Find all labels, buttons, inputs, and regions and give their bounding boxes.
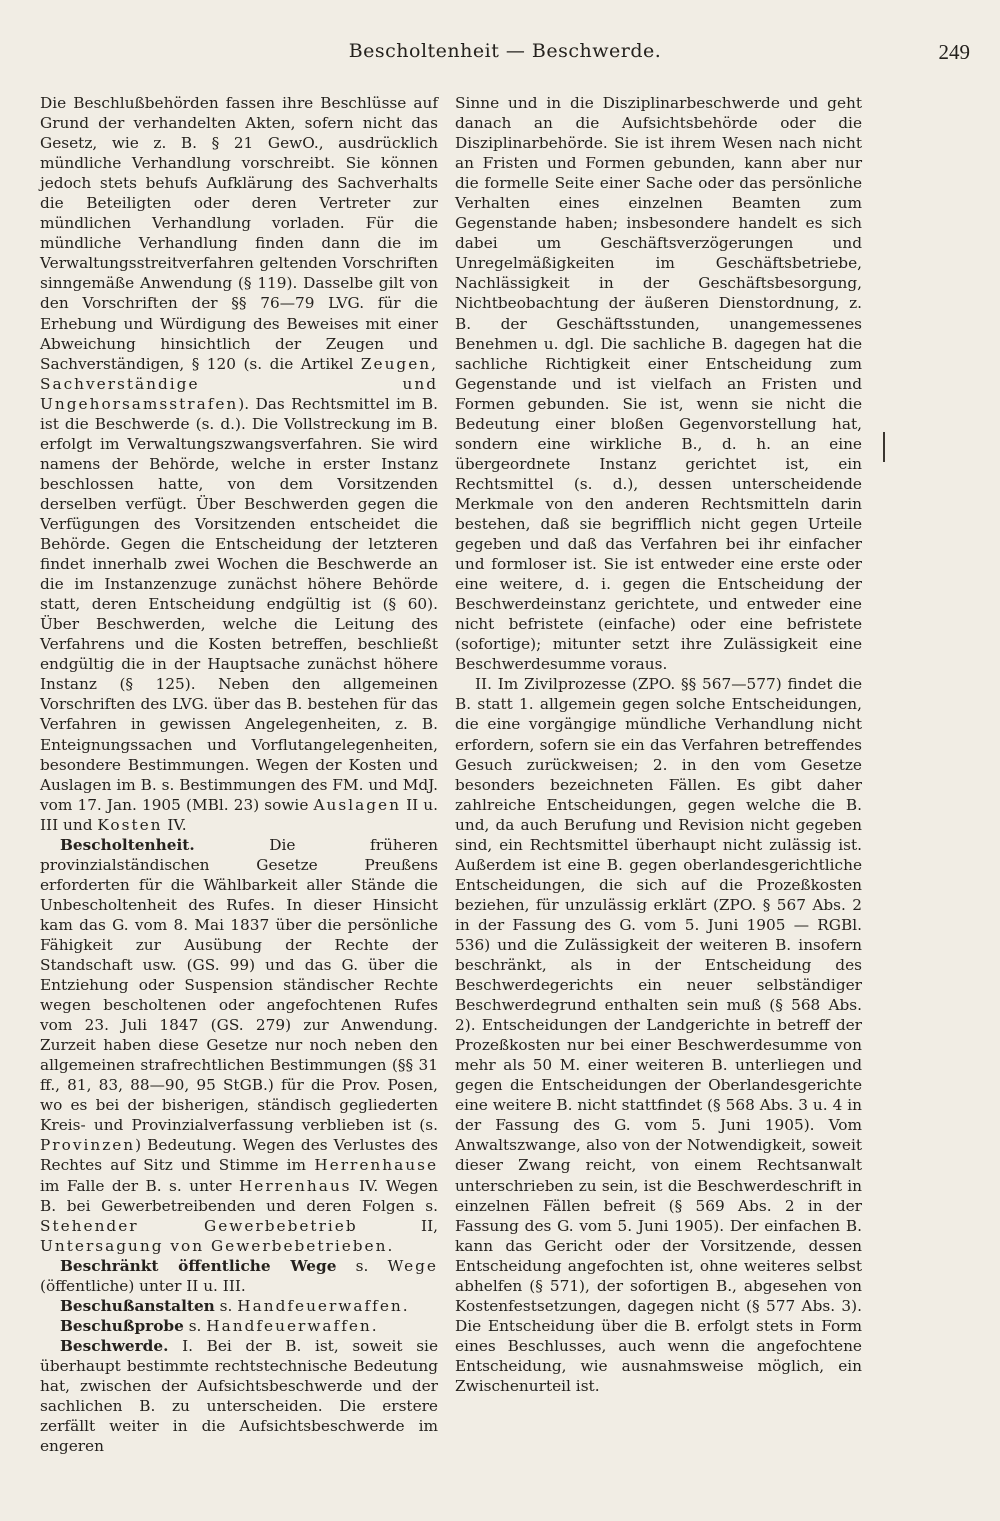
running-head [40,40,970,74]
paragraph-text: . [387,1236,393,1255]
cross-reference: Auslagen [313,795,401,814]
cross-reference: Kosten [97,815,163,834]
paragraph-text: s. [214,1296,233,1315]
paragraph-text: . [371,1316,377,1335]
paragraph-text: I. Bei der B. ist, soweit sie überhaupt bestimmte rechtstechnische Bedeutung hat, zwischen der Aufsichtsbeschwerde und der sachlichen B. zu unterscheiden. Die erstere zerfällt weiter in die Aufsichtsbeschwerde im engeren [40,1336,438,1456]
paragraph-text: im Falle der B. s. unter [40,1176,232,1195]
paragraph-beschlussverfahren [40,93,438,835]
paragraph-text: s. [336,1256,369,1275]
entry-beschwerde [40,1336,438,1456]
cross-reference: Zeugen, Sachverständige und Ungehorsamsstrafen [40,354,438,413]
cross-reference: Handfeuerwaffen [206,1316,372,1335]
entry-headword: Beschußanstalten [60,1296,215,1315]
paragraph-text: (öffentliche) unter II u. III. [40,1276,246,1295]
entry-bescholtenheit [40,835,438,1256]
left-column [40,93,438,1456]
page-number: 249 [938,40,970,64]
paragraph-text: ) Bedeutung. Wegen des Verlustes des Rechtes auf Sitz und Stimme im [40,1136,438,1175]
paragraph-text: IV. [162,815,187,834]
cross-reference: Herrenhause [314,1156,438,1175]
paragraph-text: II, [357,1216,439,1235]
cross-reference: Stehender Gewerbebetrieb [40,1216,358,1235]
cross-reference: Wege [387,1256,438,1275]
entry-beschussprobe [40,1316,438,1336]
paragraph-text: . [402,1296,408,1315]
paragraph-beschwerde-continued: Sinne und in die Disziplinarbeschwerde und geht danach an die Aufsichtsbehörde oder die Disziplinarbehörde. Sie ist ihrem Wesen nach nicht an Fristen und Formen gebunden, kann aber nur die formelle Seite einer Sache oder das persönliche Verhalten eines einzelnen Beamten zum Gegenstande haben; insbesondere handelt es sich dabei um Geschäftsverzögerungen und Unregelmäßigkeiten im Geschäftsbetriebe, Nachlässigkeit in der Geschäftsbesorgung, Nichtbeobachtung der äußeren Dienstordnung, z. B. der Geschäftsstunden, unangemessenes Benehmen u. dgl. Die sachliche B. dagegen hat die sachliche Richtigkeit einer Entscheidung zum Gegenstande und ist vielfach an Fristen und Formen gebunden. Sie ist, wenn sie nicht die Bedeutung einer bloßen Gegenvorstellung hat, sondern eine wirkliche B., d. h. an eine übergeordnete Instanz gerichtet ist, ein Rechtsmittel (s. d.), dessen unterscheidende Merkmale von den anderen Rechtsmitteln darin bestehen, daß sie begrifflich nicht gegen Urteile gegeben und daß das Verfahren bei ihr einfacher und formloser ist. Sie ist entweder eine erste oder eine weitere, d. i. gegen die Entscheidung der Beschwerdeinstanz gerichtete, und entweder eine nicht befristete (einfache) oder eine befristete (sofortige); mitunter setzt ihre Zulässigkeit eine Beschwerdesumme voraus. [455,94,862,674]
entry-headword: Beschußprobe [60,1316,184,1335]
paragraph-text: Die Beschlußbehörden fassen ihre Beschlüsse auf Grund der verhandelten Akten, sofern nicht das Gesetz, wie z. B. § 21 GewO., ausdrücklich mündliche Verhandlung vorschreibt. Sie können jedoch stets behufs Aufklärung des Sachverhalts die Beteiligten oder deren Vertreter zur mündlichen Verhandlung vorladen. Für die mündliche Verhandlung finden dann die im Verwaltungsstreitverfahren geltenden Vorschriften sinngemäße Anwendung (§ 119). Dasselbe gilt von den Vorschriften der §§ 76—79 LVG. für die Erhebung und Würdigung des Beweises mit einer Abweichung hinsichtlich der Zeugen und Sachverständigen, § 120 (s. die Artikel [40,94,438,373]
paragraph-text: Die früheren provinzialständischen Gesetze Preußens erforderten für die Wählbarkeit aller Stände die Unbescholtenheit des Rufes. In dieser Hinsicht kam das G. vom 8. Mai 1837 über die persönliche Fähigkeit zur Ausübung der Rechte der Standschaft usw. (GS. 99) und das G. über die Entziehung oder Suspension ständischer Rechte wegen bescholtenen oder angefochtenen Rufes vom 23. Juli 1847 (GS. 279) zur Anwendung. Zurzeit haben diese Gesetze nur noch neben den allgemeinen strafrechtlichen Bestimmungen (§§ 31 ff., 81, 83, 88—90, 95 StGB.) für die Prov. Posen, wo es bei der bisherigen, ständisch gegliederten Kreis- und Provinzialverfassung verblieben ist (s. [40,835,438,1135]
paragraph-text: ). Das Rechtsmittel im B. ist die Beschwerde (s. d.). Die Vollstreckung im B. erfolgt im Verwaltungszwangsverfahren. Sie wird namens der Behörde, welche in erster Instanz beschlossen hatte, von dem Vorsitzenden derselben verfügt. Über Beschwerden gegen die Verfügungen des Vorsitzenden entscheidet die Behörde. Gegen die Entscheidung der letzteren findet innerhalb zwei Wochen die Beschwerde an die im Instanzenzuge zunächst höhere Behörde statt, deren Entscheidung endgültig ist (§ 60). Über Beschwerden, welche die Leitung des Verfahrens und die Kosten betreffen, beschließt endgültig die in der Hauptsache zunächst höhere Instanz (§ 125). Neben den allgemeinen Vorschriften des LVG. über das B. bestehen für das Verfahren in gewissen Angelegenheiten, z. B. Enteignungssachen und Vorflutangelegenheiten, besondere Bestimmungen. Wegen der Kosten und Auslagen im B. s. Bestimmungen des FM. und MdJ. vom 17. Jan. 1905 (MBl. 23) sowie [40,394,438,814]
paragraph-text: s. [183,1316,202,1335]
margin-mark [883,432,885,462]
entry-headword: Bescholtenheit. [60,835,195,854]
cross-reference: Provinzen [40,1136,136,1155]
entry-beschraenkt-oeffentliche-wege [40,1256,438,1296]
paragraph-zivilprozess: II. Im Zivilprozesse (ZPO. §§ 567—577) findet die B. statt 1. allgemein gegen solche Entscheidungen, die eine vorgängige mündliche Verhandlung nicht erfordern, sofern sie ein das Verfahren betreffendes Gesuch zurückweisen; 2. in den vom Gesetze besonders bezeichneten Fällen. Es gibt daher zahlreiche Entscheidungen, gegen welche die B. und, da auch Berufung und Revision nicht gegeben sind, ein Rechtsmittel überhaupt nicht zulässig ist. Außerdem ist eine B. gegen oberlandesgerichtliche Entscheidungen, die sich auf die Prozeßkosten beziehen, für unzulässig erklärt (ZPO. § 567 Abs. 2 in der Fassung des G. vom 5. Juni 1905 — RGBl. 536) und die Zulässigkeit der weiteren B. insofern beschränkt, als in der Entscheidung des Beschwerdegerichts ein neuer selbständiger Beschwerdegrund enthalten sein muß (§ 568 Abs. 2). Entscheidungen der Landgerichte in betreff der Prozeßkosten nur bei einer Beschwerdesumme von mehr als 50 M. einer weiteren B. unterliegen und gegen die Entscheidungen der Oberlandesgerichte eine weitere B. nicht stattfindet (§ 568 Abs. 3 u. 4 in der Fassung des G. vom 5. Juni 1905). Vom Anwaltszwange, also von der Notwendigkeit, soweit dieser Zwang reicht, von einem Rechtsanwalt unterschrieben zu sein, ist die Beschwerdeschrift in einzelnen Fällen befreit (§ 569 Abs. 2 in der Fassung des G. vom 5. Juni 1905). Der einfachen B. kann das Gericht oder der Vorsitzende, dessen Entscheidung angefochten ist, ohne weiteres selbst abhelfen (§ 571), der sofortigen B., abgesehen von Kostenfestsetzungen, dagegen nicht (§ 577 Abs. 3). Die Entscheidung über die B. erfolgt stets in Form eines Beschlusses, auch wenn die angefochtene Entscheidung, wie ausnahmsweise möglich, ein Zwischenurteil ist. [455,675,862,1395]
entry-headword: Beschwerde. [60,1336,169,1355]
cross-reference: Handfeuerwaffen [237,1296,403,1315]
paragraph-text: IV. Wegen B. bei Gewerbetreibenden und deren Folgen s. [40,1176,438,1215]
paragraph-text: II u. III und [40,795,438,834]
entry-beschussanstalten [40,1296,438,1316]
cross-reference: Herrenhaus [238,1176,352,1195]
right-column [455,93,862,1396]
cross-reference: Untersagung von Gewerbebetrieben [40,1236,388,1255]
running-head-title: Bescholtenheit — Beschwerde. [348,40,662,62]
entry-headword: Beschränkt öffentliche Wege [60,1256,337,1275]
